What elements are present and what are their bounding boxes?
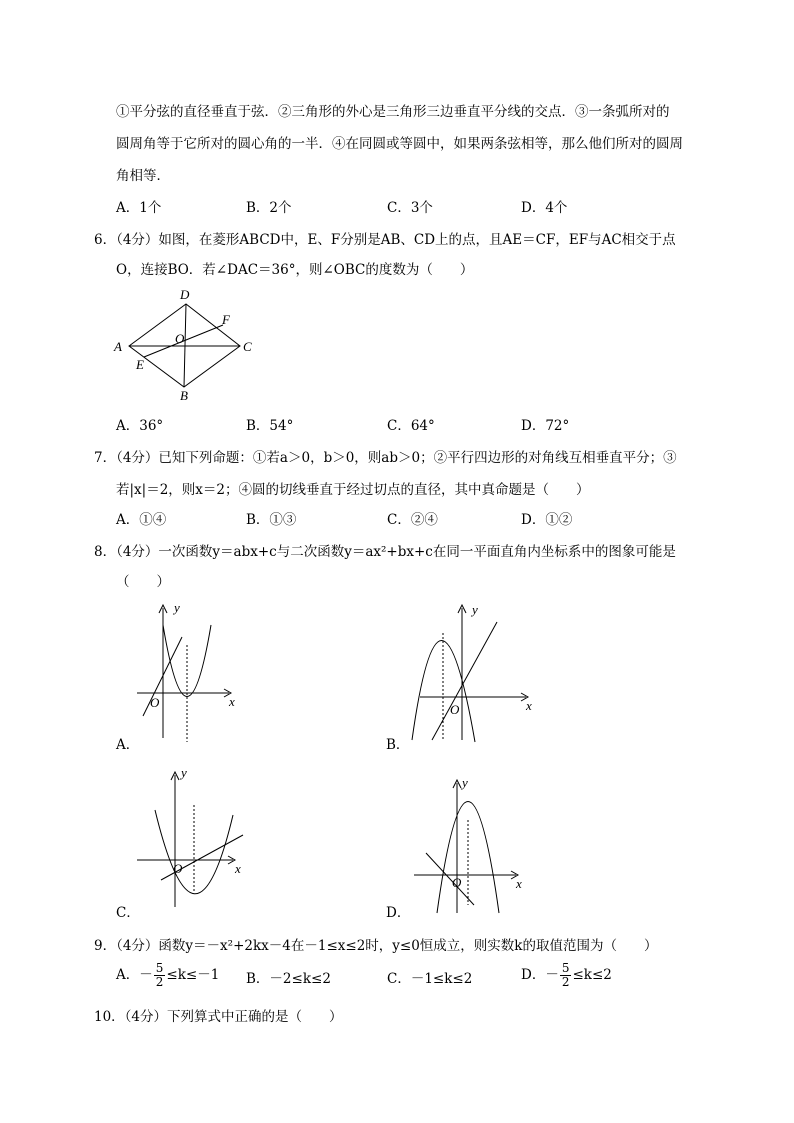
q5-option-a: A．1个 bbox=[116, 200, 162, 216]
graph-a bbox=[125, 600, 245, 745]
graph-b-origin: O bbox=[450, 702, 460, 717]
q5-option-d: D．4个 bbox=[521, 200, 568, 216]
q5-option-c: C．3个 bbox=[387, 200, 433, 216]
graph-a-origin: O bbox=[150, 695, 160, 710]
q6-stem-line-1: 6．（4分）如图，在菱形ABCD中，E、F分别是AB、CD上的点，且AE＝CF，EF与AC相交于点 bbox=[94, 232, 676, 248]
q9-option-d-fraction bbox=[560, 962, 572, 989]
vertex-label-b: B bbox=[180, 388, 188, 403]
q6-stem-line-2: O，连接BO．若∠DAC＝36°，则∠OBC的度数为（ ） bbox=[116, 262, 474, 278]
graph-b bbox=[402, 600, 542, 745]
graph-b-x-label: x bbox=[526, 698, 532, 713]
graph-d-x-label: x bbox=[516, 876, 522, 891]
q5-text-line-1: ①平分弦的直径垂直于弦．②三角形的外心是三角形三边垂直平分线的交点．③一条弧所对的 bbox=[116, 104, 670, 120]
rhombus-figure bbox=[110, 285, 260, 405]
q9-option-b: B．－2≤k≤2 bbox=[246, 971, 331, 987]
q7-option-d: D．①② bbox=[521, 512, 573, 528]
graph-a-y-label: y bbox=[174, 600, 180, 615]
q7-stem-line-2: 若|x|＝2，则x＝2；④圆的切线垂直于经过切点的直径，其中真命题是（ ） bbox=[116, 482, 590, 498]
q7-stem-line-1: 7．（4分）已知下列命题：①若a＞0，b＞0，则ab＞0；②平行四边形的对角线互相垂直平分；③ bbox=[94, 450, 677, 466]
q9-option-a-denominator: 2 bbox=[155, 975, 164, 989]
vertex-label-a: A bbox=[114, 339, 122, 354]
point-label-f: F bbox=[222, 312, 230, 327]
q9-option-a-fraction bbox=[154, 962, 166, 989]
q6-option-c: C．64° bbox=[387, 418, 435, 434]
graph-b-y-label: y bbox=[472, 602, 478, 617]
q9-option-d-suffix: ≤k≤2 bbox=[572, 967, 612, 983]
graph-b-label: B． bbox=[386, 737, 410, 753]
q8-stem-line-2: （ ） bbox=[116, 574, 170, 590]
graph-c-label: C． bbox=[116, 905, 140, 921]
graph-c-x-label: x bbox=[235, 861, 241, 876]
q7-option-a: A．①④ bbox=[116, 512, 167, 528]
q8-stem-line-1: 8．（4分）一次函数y＝abx+c与二次函数y＝ax²+bx+c在同一平面直角内坐标系中的图象可能是 bbox=[94, 544, 676, 560]
q9-option-d-denominator: 2 bbox=[561, 975, 570, 989]
q9-option-a-suffix: ≤k≤－1 bbox=[166, 967, 220, 983]
q7-option-b: B．①③ bbox=[246, 512, 297, 528]
q9-option-a-prefix: A．－ bbox=[116, 967, 153, 983]
q6-option-b: B．54° bbox=[246, 418, 294, 434]
vertex-label-c: C bbox=[243, 339, 252, 354]
q6-option-a: A．36° bbox=[116, 418, 164, 434]
q9-option-d-prefix: D．－ bbox=[521, 967, 559, 983]
q9-option-d bbox=[521, 962, 612, 989]
q6-option-d: D．72° bbox=[521, 418, 570, 434]
graph-c bbox=[125, 765, 255, 915]
q9-stem: 9．（4分）函数y＝－x²+2kx－4在－1≤x≤2时，y≤0恒成立，则实数k的取值范围为（ ） bbox=[94, 938, 658, 954]
graph-a-label: A． bbox=[116, 737, 140, 753]
q10-stem: 10．（4分）下列算式中正确的是（ ） bbox=[94, 1009, 343, 1025]
graph-c-origin: O bbox=[173, 861, 183, 876]
graph-c-y-label: y bbox=[181, 765, 187, 780]
q5-text-line-2: 圆周角等于它所对的圆心角的一半．④在同圆或等圆中，如果两条弦相等，那么他们所对的圆周 bbox=[116, 136, 683, 152]
q5-text-line-3: 角相等． bbox=[116, 168, 170, 184]
graph-d-label: D． bbox=[386, 905, 411, 921]
q5-option-b: B．2个 bbox=[246, 200, 292, 216]
graph-d bbox=[402, 765, 532, 915]
graph-d-origin: O bbox=[452, 875, 462, 890]
graph-d-y-label: y bbox=[462, 775, 468, 790]
vertex-label-d: D bbox=[180, 287, 190, 302]
graph-a-x-label: x bbox=[229, 694, 235, 709]
point-label-o: O bbox=[175, 331, 185, 346]
point-label-e: E bbox=[136, 357, 144, 372]
q9-option-a-numerator: 5 bbox=[155, 961, 164, 975]
q9-option-d-numerator: 5 bbox=[561, 961, 570, 975]
q9-option-a bbox=[116, 962, 219, 989]
q9-option-c: C．－1≤k≤2 bbox=[387, 971, 473, 987]
q7-option-c: C．②④ bbox=[387, 512, 438, 528]
